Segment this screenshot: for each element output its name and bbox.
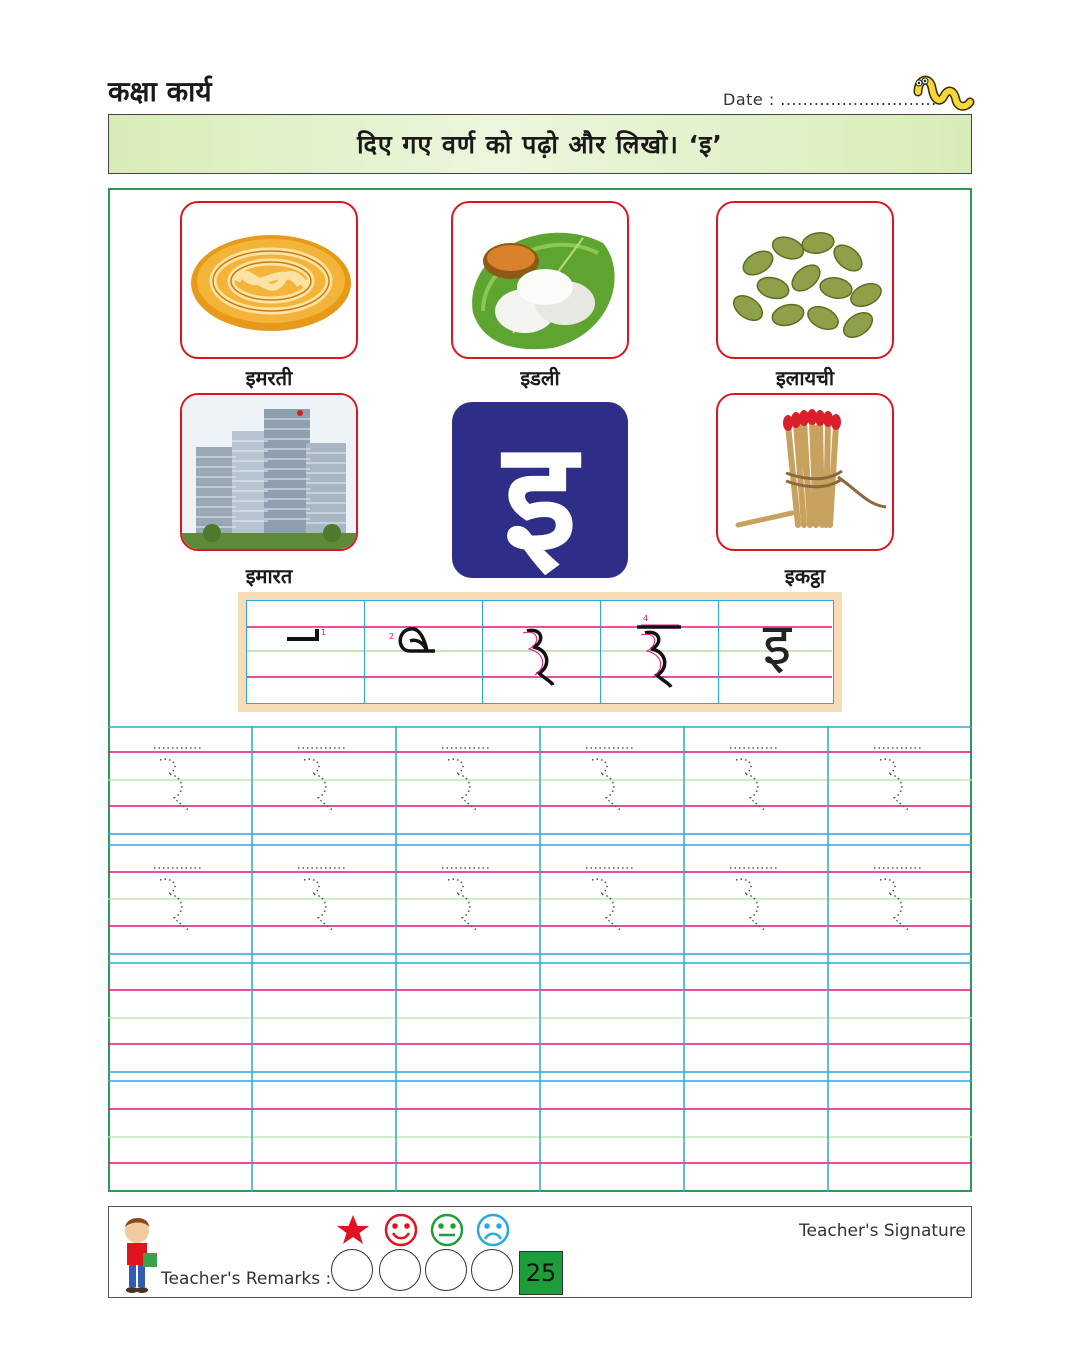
stroke-order-guide [238,592,842,712]
matchsticks-bundle-icon [718,395,894,551]
picture-card-cardamom [716,201,894,359]
building-icon [182,395,358,551]
stroke-final-letter: इ [762,610,792,678]
worm-icon [910,70,978,114]
star-icon [337,1215,369,1244]
tracing-letter [874,748,922,810]
date-label: Date : ............................ [723,90,937,109]
stroke-step-2-shape [365,601,483,702]
idli-icon [453,203,629,359]
cardamom-icon [718,203,894,359]
smiley-neutral-icon [432,1215,462,1245]
rating-circle-sad[interactable] [471,1249,513,1291]
instruction-banner [108,114,972,174]
word-label: इकट्ठा [784,564,826,588]
rating-circle-star[interactable] [331,1249,373,1291]
tracing-letter [730,748,778,810]
teacher-remarks-footer [108,1206,972,1298]
tracing-letter [442,748,490,810]
stroke-step-1 [247,601,365,703]
smiley-sad-icon [478,1215,508,1245]
tracing-letter [298,748,346,810]
picture-card-matchsticks [716,393,894,551]
page-number: 25 [519,1251,563,1295]
main-letter: इ [503,410,577,584]
picture-card-building [180,393,358,551]
rating-circle-neutral[interactable] [425,1249,467,1291]
remarks-label: Teacher's Remarks : [161,1269,332,1289]
practice-grid [108,726,972,1192]
tracing-letter [586,748,634,810]
stroke-order-grid [246,600,834,704]
page-title: कक्षा कार्य [108,75,212,108]
step-number: 4 [643,614,649,623]
stroke-step-2 [365,601,483,703]
stroke-step-3-shape [483,601,601,702]
practice-column-lines [252,726,828,1192]
stroke-step-3 [483,601,601,703]
stroke-step-4 [601,601,719,703]
picture-card-imarti [180,201,358,359]
step-number: 1 [321,628,327,637]
step-number: 2 [389,632,395,641]
rating-circle-happy[interactable] [379,1249,421,1291]
stroke-step-4-shape [601,601,719,702]
stroke-step-1-shape [247,601,365,702]
instruction-text: दिए गए वर्ण को पढ़ो और लिखो। ‘इ’ [357,130,723,159]
stroke-final [719,601,835,703]
tracing-letter [154,748,202,810]
word-label: इमरती [245,366,293,390]
boy-reading-icon [115,1213,163,1295]
main-letter-tile [452,402,628,584]
rating-icons [335,1211,515,1251]
smiley-happy-icon [386,1215,416,1245]
imarti-sweet-icon [182,203,358,359]
signature-label: Teacher's Signature [799,1221,966,1241]
picture-card-idli [451,201,629,359]
word-label: इमारत [245,564,293,588]
word-label: इलायची [775,366,835,390]
word-label: इडली [520,366,560,390]
